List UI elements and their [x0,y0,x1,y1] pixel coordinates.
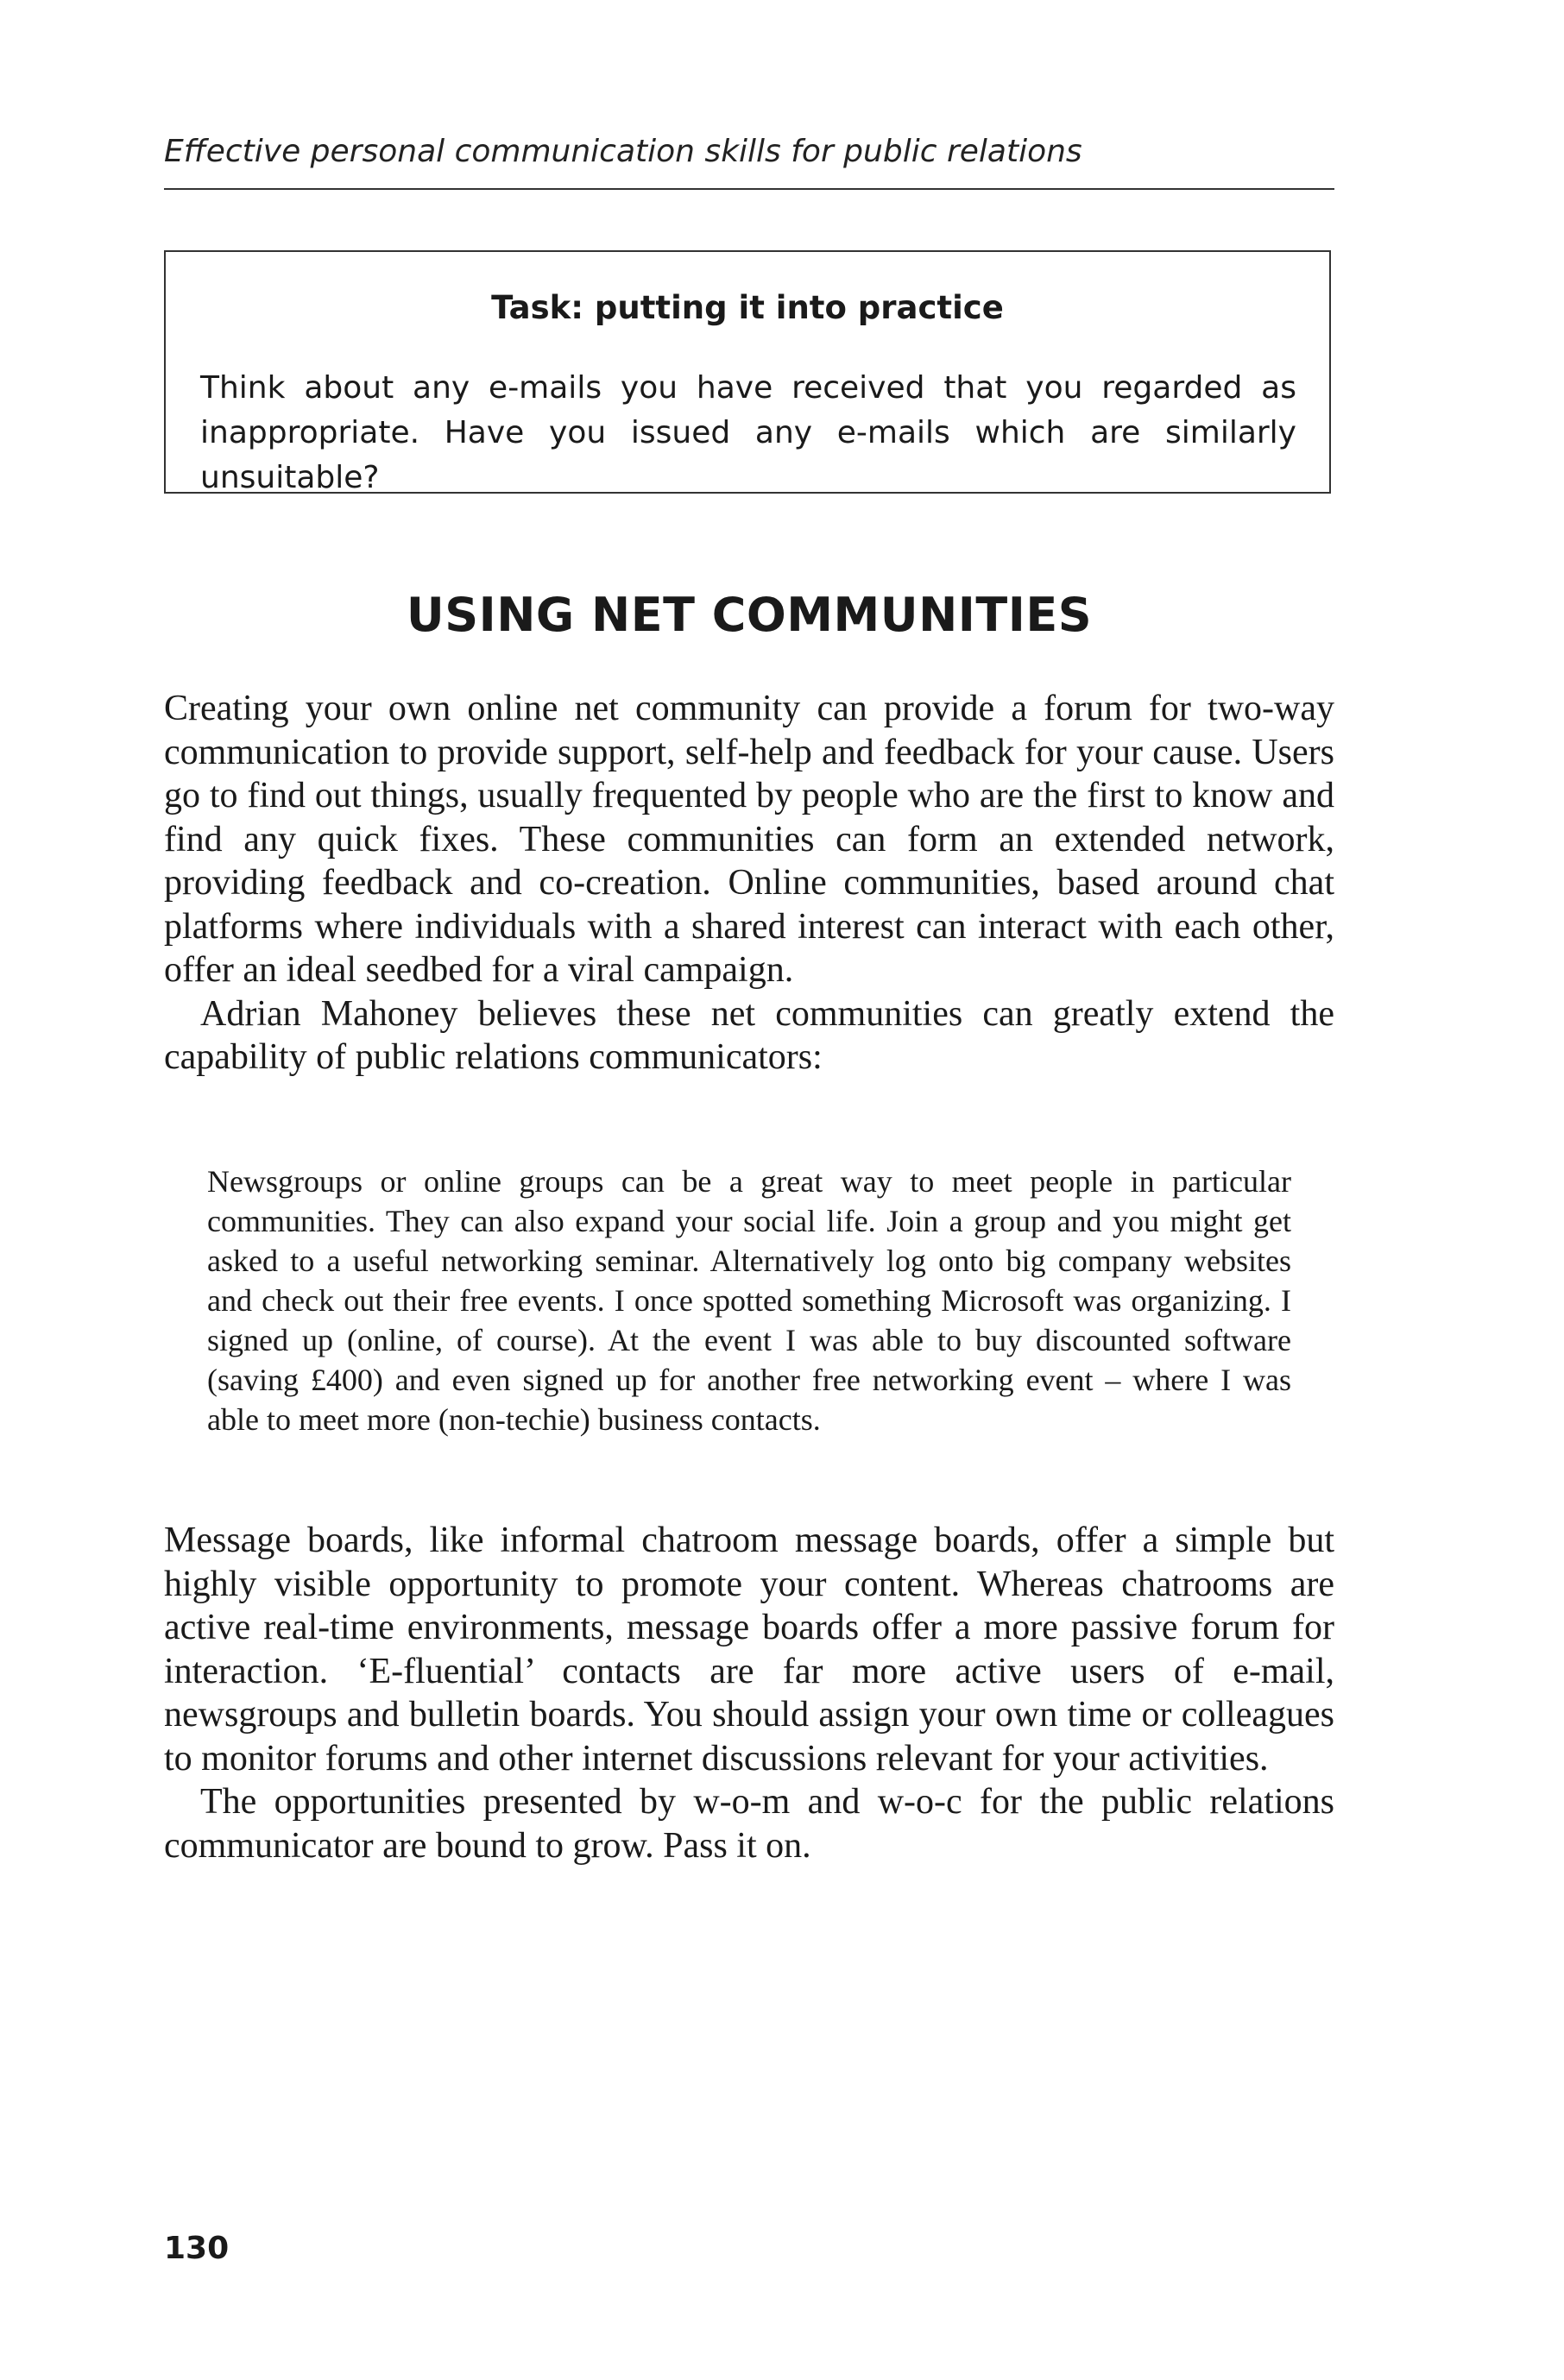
task-box [164,250,1331,494]
book-page [164,0,1334,2380]
section-heading: USING NET COMMUNITIES [406,588,1093,642]
task-body: Think about any e-mails you have received that you regarded as inappropriate. Have you issued any e-mails which are similarly unsuitable? [200,370,1296,495]
block-quote: Newsgroups or online groups can be a great way to meet people in particular communities. They can also expand your social life. Join a group and you might get asked to a useful networking seminar. Alternatively log onto big company websites and check out their free events. I once spotted something Microsoft was organizing. I signed up (online, of course). At the event I was able to buy discounted software (saving £400) and even signed up for another free networking event – where I was able to meet more (non-techie) business contacts. [207,1164,1291,1437]
header-rule [164,188,1334,190]
paragraph-4: The opportunities presented by w-o-m and w-o-c for the public relations communicator are bound to grow. Pass it on. [164,1782,1334,1866]
running-head: Effective personal communication skills for public relations [164,134,1082,169]
paragraph-1: Creating your own online net community can provide a forum for two-way communication to provide support, self-help and feedback for your cause. Users go to find out things, usually frequented by people who are the first to know and find any quick fixes. These communities can form an extended network, providing feedback and co-creation. Online communities, based around chat platforms where individuals with a shared interest can interact with each other, offer an ideal seedbed for a viral campaign. [164,689,1334,990]
page-number: 130 [164,2231,230,2266]
paragraph-3: Message boards, like informal chatroom message boards, offer a simple but highly visible opportunity to promote your content. Whereas chatrooms are active real-time environments, message boards offer a more passive forum for interaction. ‘E-fluential’ contacts are far more active users of e-mail, newsgroups and bulletin boards. You should assign your own time or colleagues to monitor forums and other internet discussions relevant for your activities. [164,1521,1334,1779]
paragraph-2: Adrian Mahoney believes these net communities can greatly extend the capability of public relations communicators: [164,993,1334,1077]
body-block-2 [164,1519,1334,1867]
task-title: Task: putting it into practice [491,289,1004,326]
body-block-1 [164,687,1334,1080]
